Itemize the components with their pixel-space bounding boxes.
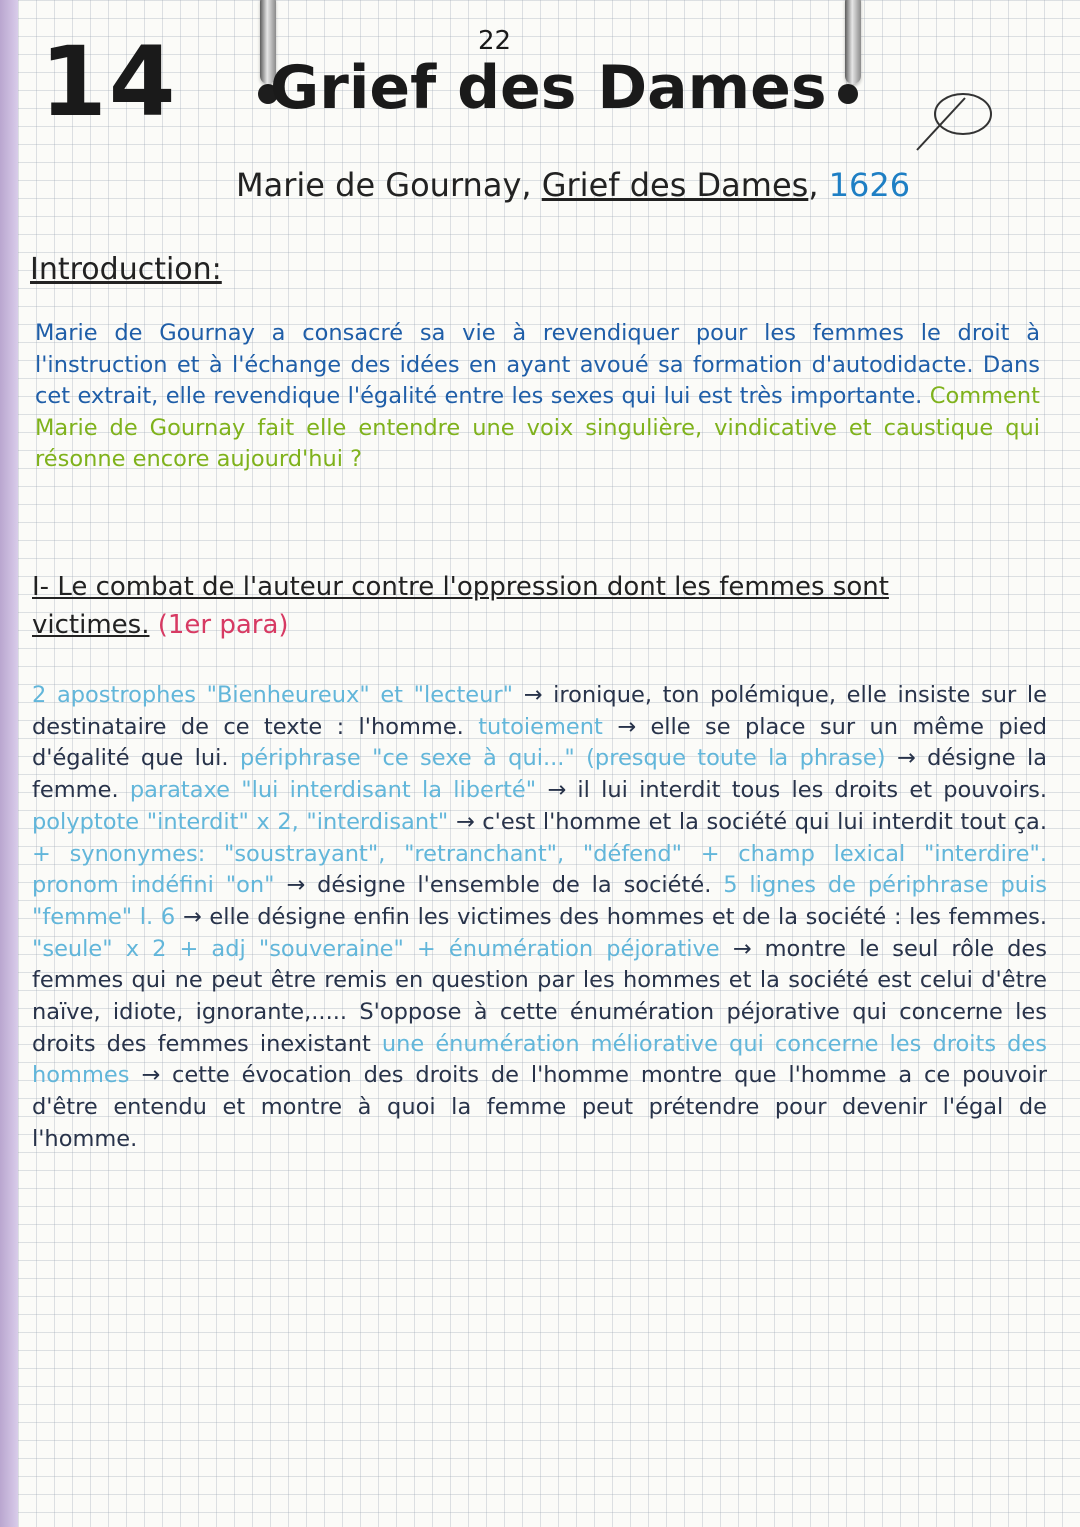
source-citation xyxy=(236,166,910,204)
superscript-note: 22 xyxy=(478,26,512,56)
analysis-segment-dark: → montre le seul rôle des femmes qui ne peut être remis en question par les hommes et la société est celui d'être naïve, idiote, ignorante,..... S'oppose à cette énumération péjorative qui concerne les droits des femmes inexistant xyxy=(32,935,1047,1057)
analysis-segment-dark: → il lui interdit tous les droits et pouvoirs. xyxy=(547,777,1048,804)
analysis-segment-dark: → elle se place sur un même pied d'égalité que lui. xyxy=(32,713,1047,772)
analysis-segment-cyan: 5 lignes de périphrase puis "femme" l. 6 xyxy=(32,872,1047,930)
section-1-analysis xyxy=(32,680,1047,1156)
analysis-segment-dark: → cette évocation des droits de l'homme montre que l'homme a ce pouvoir d'être entendu et montre à quoi la femme peut prétendre pour devenir l'égal de l'homme. xyxy=(32,1062,1047,1152)
analysis-segment-cyan: une énumération méliorative qui concerne les droits des hommes xyxy=(32,1030,1047,1089)
section-1-reference: (1er para) xyxy=(157,610,289,640)
analysis-segment-cyan: polyptote "interdit" x 2, "interdisant" xyxy=(32,808,456,835)
section-1-heading xyxy=(32,568,1012,644)
chapter-number: 14 xyxy=(40,26,178,138)
source-author: Marie de Gournay, xyxy=(236,166,542,204)
analysis-segment-cyan: "seule" x 2 + adj "souveraine" + énumération péjorative xyxy=(32,935,733,962)
introduction-body: Marie de Gournay a consacré sa vie à revendiquer pour les femmes le droit à l'instruction et à l'échange des idées en ayant avoué sa formation d'autodidacte. Dans cet extrait, elle revendique l'égalité entre les sexes qui lui est très importante. xyxy=(35,320,1040,409)
problematic-question: Comment Marie de Gournay fait elle entendre une voix singulière, vindicative et caustique qui résonne encore aujourd'hui ? xyxy=(35,383,1040,472)
source-separator: , xyxy=(808,166,829,204)
source-year: 1626 xyxy=(828,166,911,204)
analysis-segment-dark: → elle désigne enfin les victimes des hommes et de la société : les femmes. xyxy=(182,903,1047,930)
introduction-paragraph xyxy=(35,318,1040,476)
analysis-segment-cyan: + synonymes: "soustrayant", "retranchant", "défend" + champ lexical "interdire". pronom indéfini "on" xyxy=(32,840,1047,899)
page-title: Grief des Dames xyxy=(270,53,827,123)
analysis-segment-dark: → désigne l'ensemble de la société. xyxy=(286,872,724,899)
analysis-segment-cyan: 2 apostrophes "Bienheureux" et "lecteur" xyxy=(32,682,524,708)
analysis-segment-dark: → c'est l'homme et la société qui lui interdit tout ça. xyxy=(455,808,1047,835)
pen-doodle-icon xyxy=(895,80,1005,160)
introduction-heading: Introduction: xyxy=(30,252,222,287)
analysis-segment-cyan: parataxe "lui interdisant la liberté" xyxy=(129,777,548,804)
punch-hole xyxy=(838,84,858,104)
source-work-title: Grief des Dames xyxy=(541,166,809,204)
analysis-segment-dark: → désigne la femme. xyxy=(32,745,1047,804)
binder-ring-icon xyxy=(845,0,861,84)
analysis-segment-cyan: tutoiement xyxy=(478,713,618,740)
section-1-title: I- Le combat de l'auteur contre l'oppression dont les femmes sont victimes. xyxy=(32,572,889,640)
analysis-segment-dark: → ironique, ton polémique, elle insiste sur le destinataire de ce texte : l'homme. xyxy=(32,682,1047,740)
analysis-segment-cyan: périphrase "ce sexe à qui..." (presque toute la phrase) xyxy=(239,745,897,772)
page-margin-strip xyxy=(0,0,18,1527)
